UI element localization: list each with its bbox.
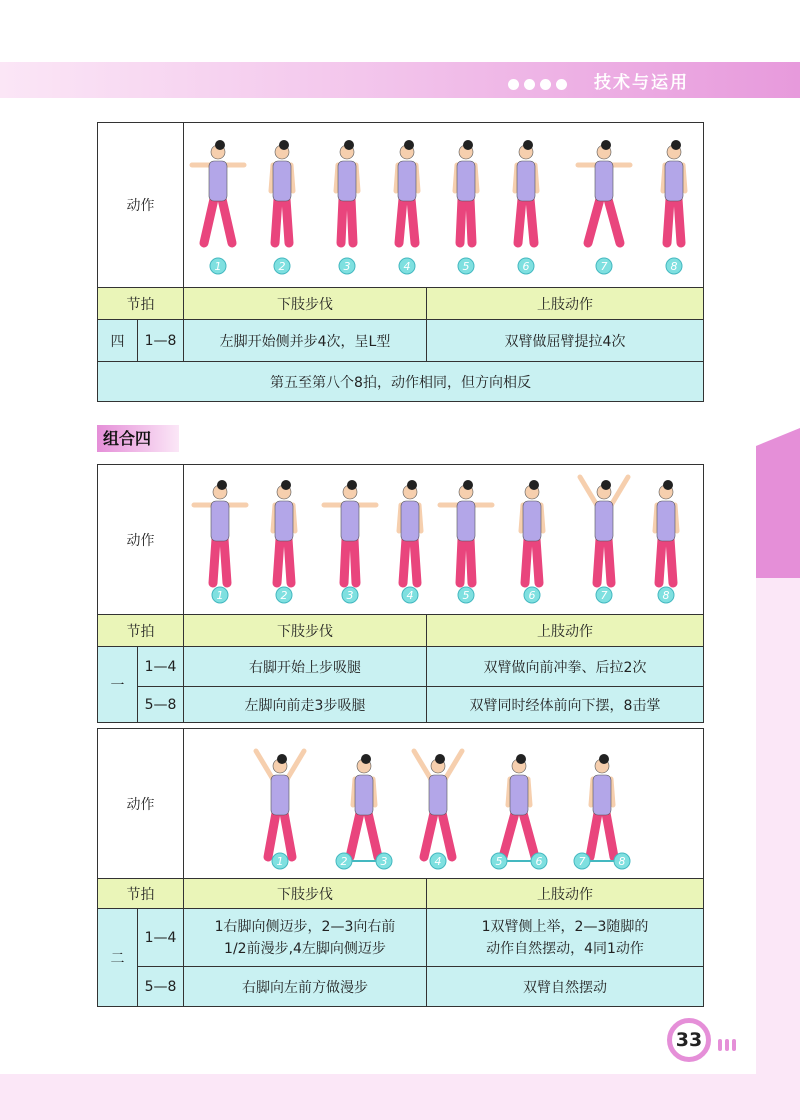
step-table-4: [97, 122, 704, 402]
side-strip: [756, 578, 800, 1078]
figure-strip: [184, 465, 704, 615]
svg-text:8: 8: [662, 589, 670, 602]
figure-number: [458, 587, 474, 603]
dancer-figure: [271, 140, 293, 243]
col-upper: 上肢动作: [427, 879, 704, 909]
svg-text:3: 3: [343, 260, 351, 273]
svg-text:3: 3: [380, 855, 388, 868]
dancer-figure: [414, 751, 462, 857]
svg-text:4: 4: [434, 855, 442, 868]
col-lower: 下肢步伐: [184, 288, 427, 320]
dancer-figure: [273, 480, 295, 583]
dance-figures: [184, 465, 703, 614]
dancer-figure: [324, 480, 376, 583]
svg-text:6: 6: [535, 855, 543, 868]
dancer-figure: [256, 751, 304, 857]
dancer-figure: [503, 754, 535, 857]
bottom-band: [0, 1074, 800, 1120]
combo-label: 组合四: [97, 425, 179, 452]
dancer-figure: [455, 140, 477, 243]
figure-number: [524, 587, 540, 603]
figure-number: [272, 853, 288, 869]
figure-number: [274, 258, 290, 274]
upper-action: [427, 909, 704, 967]
lower-step: [184, 909, 427, 967]
svg-text:4: 4: [406, 589, 414, 602]
lower-step-line: 1/2前漫步,4左脚向侧迈步: [224, 940, 386, 957]
svg-text:1: 1: [276, 855, 284, 868]
step-table-1: [97, 464, 704, 723]
svg-text:7: 7: [578, 855, 586, 868]
beat: 1—4: [138, 909, 184, 967]
section-number: 四: [98, 320, 138, 362]
section-number: 一: [98, 647, 138, 723]
svg-text:1: 1: [214, 260, 222, 273]
svg-text:8: 8: [618, 855, 626, 868]
dancer-figure: [521, 480, 543, 583]
page-number-dots: [718, 1036, 739, 1055]
beat: 1—4: [138, 647, 184, 687]
figure-number: [574, 853, 630, 869]
dancer-figure: [590, 754, 614, 857]
svg-text:7: 7: [600, 589, 608, 602]
dancer-figure: [515, 140, 537, 243]
beat: 1—8: [138, 320, 184, 362]
col-lower: 下肢步伐: [184, 615, 427, 647]
svg-text:6: 6: [528, 589, 536, 602]
side-tab: [756, 428, 800, 578]
upper-action-line: 1双臂侧上举，2—3随脚的: [481, 918, 649, 935]
svg-text:3: 3: [346, 589, 354, 602]
figure-number: [402, 587, 418, 603]
figure-number: [491, 853, 547, 869]
section-title: 技术与运用: [594, 73, 689, 93]
figure-number: [666, 258, 682, 274]
svg-text:2: 2: [278, 260, 286, 273]
upper-action: 双臂自然摆动: [427, 967, 704, 1007]
dance-figures: [184, 123, 703, 287]
upper-action-line: 动作自然摆动，4同1动作: [486, 940, 644, 957]
col-beat: 节拍: [98, 615, 184, 647]
upper-action: 双臂同时经体前向下摆，8击掌: [427, 687, 704, 723]
col-upper: 上肢动作: [427, 615, 704, 647]
col-lower: 下肢步伐: [184, 879, 427, 909]
svg-text:6: 6: [522, 260, 530, 273]
dancer-figure: [336, 140, 358, 243]
svg-text:4: 4: [403, 260, 411, 273]
figure-number: [212, 587, 228, 603]
lower-step: 左脚向前走3步吸腿: [184, 687, 427, 723]
upper-action: 双臂做屈臂提拉4次: [427, 320, 704, 362]
figure-number: [342, 587, 358, 603]
col-upper: 上肢动作: [427, 288, 704, 320]
figure-number: [339, 258, 355, 274]
upper-action: 双臂做向前冲拳、后拉2次: [427, 647, 704, 687]
dance-figures: [184, 729, 703, 878]
svg-text:8: 8: [670, 260, 678, 273]
dancer-figure: [580, 477, 628, 583]
header-dots: [508, 75, 572, 94]
dancer-figure: [440, 480, 492, 583]
lower-step: 右脚向左前方做漫步: [184, 967, 427, 1007]
figure-number: [458, 258, 474, 274]
section-number: 二: [98, 909, 138, 1007]
figure-number: [276, 587, 292, 603]
lower-step-line: 1右脚向侧迈步，2—3向右前: [214, 918, 396, 935]
dancer-figure: [192, 140, 244, 243]
dancer-figure: [578, 140, 630, 243]
dancer-figure: [194, 480, 246, 583]
note: 第五至第八个8拍，动作相同，但方向相反: [98, 362, 704, 402]
figure-strip: [184, 729, 704, 879]
step-table-2: [97, 728, 704, 1007]
dancer-figure: [399, 480, 421, 583]
dancer-figure: [350, 754, 378, 857]
figure-number: [210, 258, 226, 274]
lower-step: 左脚开始侧并步4次，呈L型: [184, 320, 427, 362]
figure-number: [658, 587, 674, 603]
action-label: 动作: [98, 465, 184, 615]
svg-text:5: 5: [495, 855, 503, 868]
figure-number: [596, 258, 612, 274]
dancer-figure: [396, 140, 418, 243]
svg-text:1: 1: [216, 589, 224, 602]
svg-text:5: 5: [462, 589, 470, 602]
lower-step: 右脚开始上步吸腿: [184, 647, 427, 687]
figure-number: [336, 853, 392, 869]
svg-text:5: 5: [462, 260, 470, 273]
col-beat: 节拍: [98, 288, 184, 320]
svg-text:7: 7: [600, 260, 608, 273]
dancer-figure: [663, 140, 685, 243]
beat: 5—8: [138, 687, 184, 723]
header-band: [0, 62, 800, 98]
action-label: 动作: [98, 123, 184, 288]
figure-strip: [184, 123, 704, 288]
figure-number: [399, 258, 415, 274]
figure-number: [430, 853, 446, 869]
action-label: 动作: [98, 729, 184, 879]
dancer-figure: [655, 480, 677, 583]
svg-text:2: 2: [340, 855, 348, 868]
page-number: 33: [667, 1018, 711, 1062]
beat: 5—8: [138, 967, 184, 1007]
figure-number: [518, 258, 534, 274]
figure-number: [596, 587, 612, 603]
col-beat: 节拍: [98, 879, 184, 909]
svg-text:2: 2: [280, 589, 288, 602]
